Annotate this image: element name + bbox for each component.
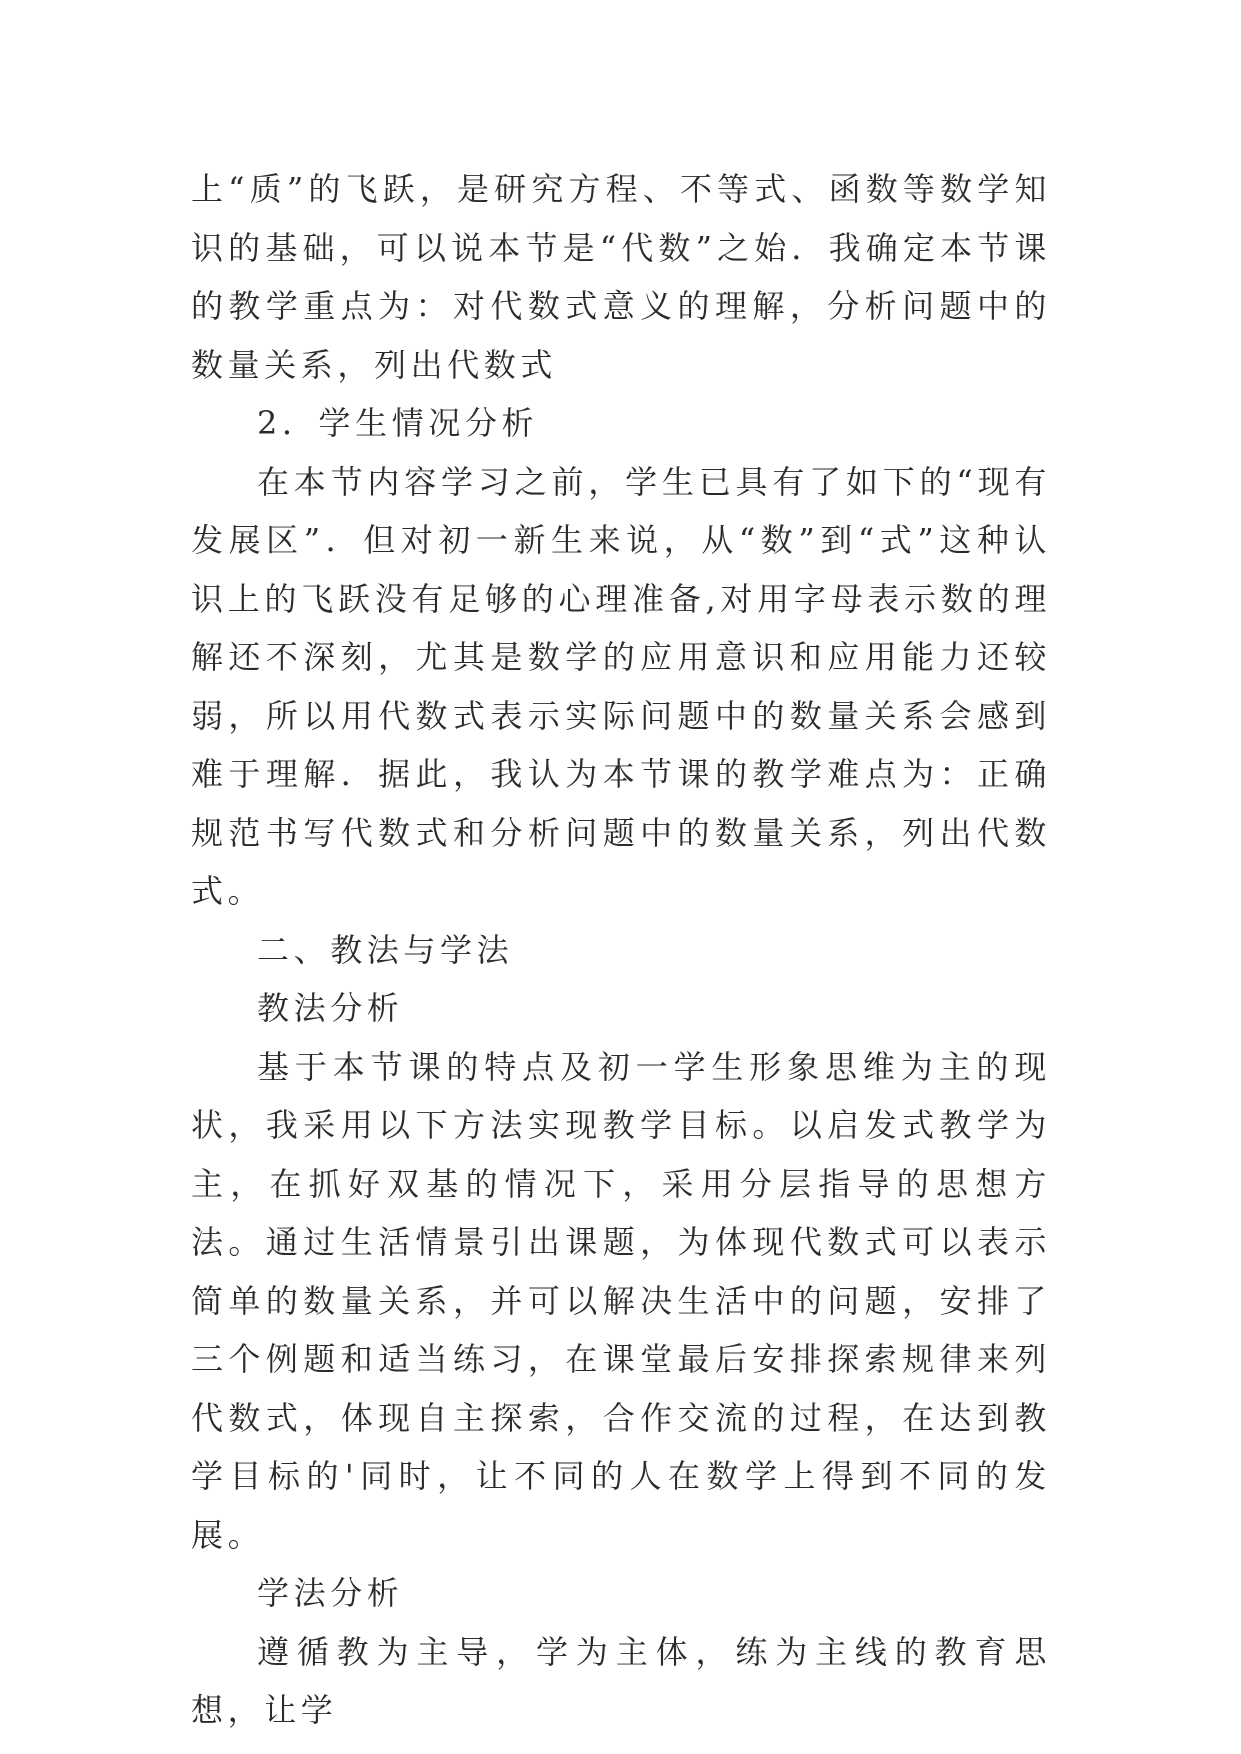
paragraph-teaching-method: 基于本节课的特点及初一学生形象思维为主的现状，我采用以下方法实现教学目标。以启发式教学为主，在抓好双基的情况下，采用分层指导的思想方法。通过生活情景引出课题，为体现代数式可以表示简单的数量关系，并可以解决生活中的问题，安排了三个例题和适当练习，在课堂最后安排探索规律来列代数式，体现自主探索，合作交流的过程，在达到教学目标的'同时，让不同的人在数学上得到不同的发展。 <box>191 1047 1051 1554</box>
heading-learning-method-analysis: 学法分析 <box>257 1574 404 1612</box>
document-body <box>191 160 1051 1740</box>
heading-teaching-methods: 二、教法与学法 <box>257 930 514 969</box>
paragraph-student-analysis: 在本节内容学习之前，学生已具有了如下的“现有发展区”．但对初一新生来说，从“数”到“式”这种认识上的飞跃没有足够的心理准备,对用字母表示数的理解还不深刻，尤其是数学的应用意识和应用能力还较弱，所以用代数式表示实际问题中的数量关系会感到难于理解．据此，我认为本节课的教学难点为：正确规范书写代数式和分析问题中的数量关系，列出代数式。 <box>191 462 1051 910</box>
heading-student-analysis: 2．学生情况分析 <box>257 404 539 442</box>
paragraph-continuation: 上“质”的飞跃，是研究方程、不等式、函数等数学知识的基础，可以说本节是“代数”之始．我确定本节课的教学重点为：对代数式意义的理解，分析问题中的数量关系，列出代数式 <box>191 170 1051 384</box>
heading-teaching-method-analysis: 教法分析 <box>257 989 404 1027</box>
paragraph-learning-method: 遵循教为主导，学为主体，练为主线的教育思想，让学 <box>191 1632 1051 1729</box>
